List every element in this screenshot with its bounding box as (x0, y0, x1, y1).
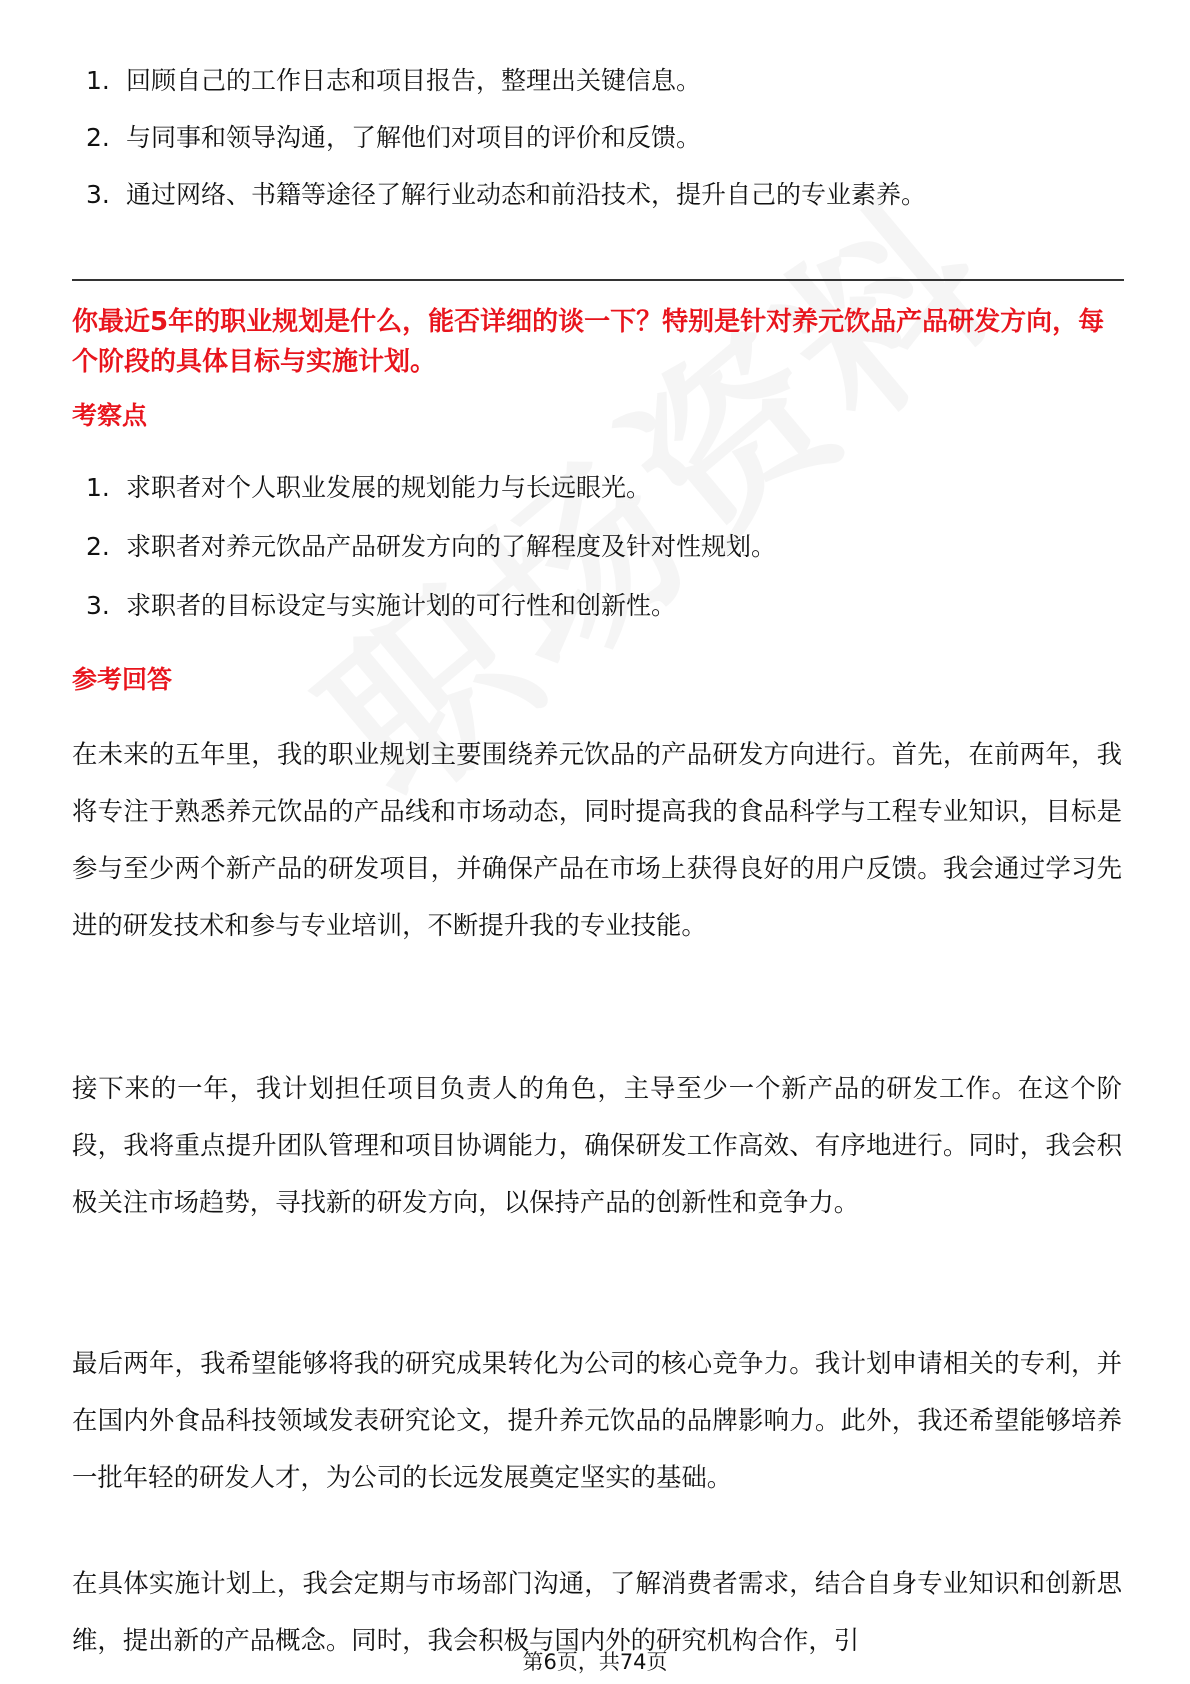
list-item-number: 2. (86, 532, 110, 561)
answer-paragraph: 在具体实施计划上，我会定期与市场部门沟通，了解消费者需求，结合自身专业知识和创新思维，提出新的产品概念。同时，我会积极与国内外的研究机构合作，引 (72, 1568, 1122, 1655)
examine-points-list (72, 471, 1122, 648)
answer-paragraph: 在未来的五年里，我的职业规划主要围绕养元饮品的产品研发方向进行。首先，在前两年，我将专注于熟悉养元饮品的产品线和市场动态，同时提高我的食品科学与工程专业知识，目标是参与至少两个新产品的研发项目，并确保产品在市场上获得良好的用户反馈。我会通过学习先进的研发技术和参与专业培训，不断提升我的专业技能。 (72, 739, 1122, 940)
section-divider (72, 279, 1124, 281)
list-item (72, 589, 1122, 623)
list-item-text: 求职者的目标设定与实施计划的可行性和创新性。 (126, 591, 677, 620)
list-item-number: 1. (86, 66, 110, 95)
list-item-number: 3. (86, 180, 110, 209)
list-item (72, 530, 1122, 564)
answer-paragraph: 最后两年，我希望能够将我的研究成果转化为公司的核心竞争力。我计划申请相关的专利，并在国内外食品科技领域发表研究论文，提升养元饮品的品牌影响力。此外，我还希望能够培养一批年轻的研发人才，为公司的长远发展奠定坚实的基础。 (72, 1348, 1122, 1492)
question-heading: 你最近5年的职业规划是什么，能否详细的谈一下？特别是针对养元饮品产品研发方向，每个阶段的具体目标与实施计划。 (72, 307, 1105, 377)
examine-points-label: 考察点 (72, 401, 148, 430)
answer-paragraph: 接下来的一年，我计划担任项目负责人的角色，主导至少一个新产品的研发工作。在这个阶段，我将重点提升团队管理和项目协调能力，确保研发工作高效、有序地进行。同时，我会积极关注市场趋势，寻找新的研发方向，以保持产品的创新性和竞争力。 (72, 1073, 1122, 1217)
list-item (72, 64, 1122, 98)
list-item-text: 求职者对个人职业发展的规划能力与长远眼光。 (126, 473, 652, 502)
list-item-text: 求职者对养元饮品产品研发方向的了解程度及针对性规划。 (126, 532, 777, 561)
list-item-text: 通过网络、书籍等途径了解行业动态和前沿技术，提升自己的专业素养。 (126, 180, 927, 209)
list-item-number: 3. (86, 591, 110, 620)
list-item-text: 回顾自己的工作日志和项目报告，整理出关键信息。 (126, 66, 702, 95)
list-item (72, 121, 1122, 155)
reference-answer-label: 参考回答 (72, 665, 173, 694)
page-number-footer: 第6页，共74页 (522, 1650, 668, 1674)
list-item (72, 471, 1122, 505)
list-item-text: 与同事和领导沟通，了解他们对项目的评价和反馈。 (126, 123, 702, 152)
top-ordered-list (72, 64, 1122, 235)
list-item (72, 178, 1122, 212)
list-item-number: 2. (86, 123, 110, 152)
list-item-number: 1. (86, 473, 110, 502)
